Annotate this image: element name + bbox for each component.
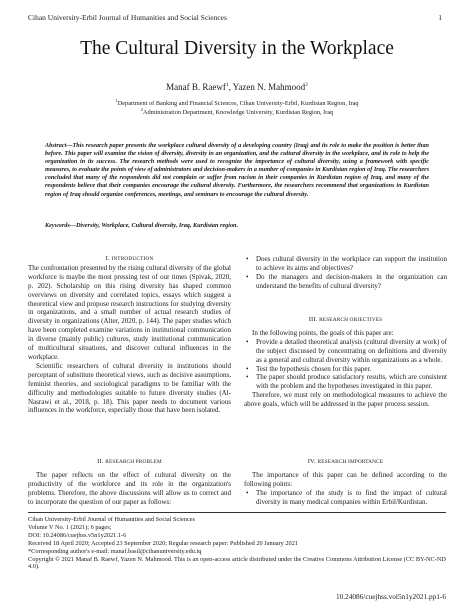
section-heading-research-importance xyxy=(244,458,447,467)
footer-copyright: Copyright © 2021 Manaf B. Raewf, Yazen N. Mahmood. This is an open-access article distributed under the Creative Commons Attribution License (CC BY-NC-ND 4.0). xyxy=(28,555,446,571)
left-column xyxy=(28,255,231,415)
section-number: I. xyxy=(105,255,110,262)
affiliation-1-mark: 1 xyxy=(115,98,118,103)
right-column-questions xyxy=(244,255,447,291)
footer-dates: Received 18 April 2020; Accepted 23 September 2020; Regular research paper: Published 20 January 2021 xyxy=(28,539,298,547)
section-title: INTRODUCTION xyxy=(111,256,154,262)
footer-corresponding-author: *Corresponding author's e-mail: manaf.basil@cihanuniversity.edu.iq xyxy=(28,547,202,555)
author-separator: , xyxy=(228,82,233,92)
list-item: • Does cultural diversity in the workplace can support the institution to achieve its aims and objectives? xyxy=(244,255,447,273)
intro-paragraph-1: The confrontation presented by the rising cultural diversity of the global workforce is maybe the most pressing test of our times (Spivak, 2020, p. 202). Scholarship on this rising diversity has shaped common overviews on diversity and correlated topics, essays which suggest a theoretical view and propose research instructions for studying diversity in organizations, and a small number of actual research studies of diversity in organizations (Alter, 2020, p. 144). The paper studies which have been completed examine variations in institutional communication in diverse (mainly public) cultures, study institutional communication of multicultural situations, and discover cultural influences in the workplace. xyxy=(28,263,231,361)
author-1: Manaf B. Raewf xyxy=(166,82,226,92)
right-column-objectives xyxy=(244,316,447,409)
abstract-dash: — xyxy=(66,142,73,149)
problem-paragraph: The paper reflects on the effect of cultural diversity on the productivity of the workforce and its role in the organization's problems. Therefore, the above discussions will allow us to correct and to incorporate the question of our paper as follows: xyxy=(28,470,231,506)
objectives-paragraph-2: Therefore, we must rely on methodological measures to achieve the above goals, which will be addressed in the paper process session. xyxy=(244,391,447,409)
footer-rule xyxy=(28,512,446,513)
right-column-importance xyxy=(244,458,447,507)
footer-block xyxy=(28,516,446,571)
author-2-affil-mark: 2 xyxy=(305,82,308,88)
section-number: III. xyxy=(308,316,318,323)
list-item: • Provide a detailed theoretical analysis (cultural diversity at work) of the subject discussed by concentrating on definitions and diversity as a general and cultural diversity within organizations as a whole. xyxy=(244,338,447,365)
paper-title: The Cultural Diversity in the Workplace xyxy=(80,38,394,59)
abstract-label: Abstract xyxy=(45,142,67,149)
list-item: • The paper should produce satisfactory results, which are consistent with the problem and the hypotheses investigated in this paper. xyxy=(244,373,447,391)
objectives-intro: In the following points, the goals of this paper are: xyxy=(252,328,394,337)
section-heading-research-problem xyxy=(28,458,231,467)
intro-paragraph-2: Scientific researchers of cultural diversity in institutions should perceptant of substitute theoretical views, such as decisive assumptions, feminist theories, and sociological paradigms to be familiar with the difficulty and methodologies suitable to future diversity studies (Al-Nasrawi et al., 2018, p. 18). This paper needs to document various influences in the workforce, especially those that have been isolated. xyxy=(28,361,231,415)
page-number: 1 xyxy=(438,13,442,22)
research-questions-list xyxy=(244,255,447,291)
keywords-dash: — xyxy=(69,222,76,229)
section-heading-introduction xyxy=(28,255,231,264)
footer-journal: Cihan University-Erbil Journal of Humanities and Social Sciences xyxy=(28,516,196,523)
abstract xyxy=(45,142,429,199)
objectives-list xyxy=(244,338,447,391)
list-item: • Test the hypothesis chosen for this paper. xyxy=(244,365,447,374)
affiliation-1-text: Department of Banking and Financial Sciences, Cihan University-Erbil, Kurdistan Region, Iraq xyxy=(117,100,359,108)
affiliation-1 xyxy=(0,98,474,107)
running-header: Cihan University-Erbil Journal of Humanities and Social Sciences xyxy=(28,13,227,22)
abstract-text: This research paper presents the workplace cultural diversity of a developing country (Iraq) and its role to make the position is better than before. This paper will examine the vision of diversity, diversity in an organization, and the cultural diversity in the workplace, and its role to help the organization in its success. The research methods were used to recognize the importance of cultural diversity, using a framework with specific measures, to evaluate the points of view of administrators and decision-makers in a number of companies in Kurdistan region of Iraq. The researchers concluded that many of the respondents did not complain or suffer from racism in their companies in Kurdistan region of Iraq, and many of the respondents believe that their companies encourage the cultural diversity. Furthermore, the researchers recommend that organizations in Kurdistan region of Iraq should organize conferences, meetings, and seminars to encourage the cultural diversity. xyxy=(45,142,429,198)
left-column-problem xyxy=(28,458,231,507)
author-line xyxy=(0,82,474,92)
affiliation-2-mark: 2 xyxy=(140,107,143,112)
section-title: RESEARCH PROBLEM xyxy=(105,459,162,465)
affiliation-2 xyxy=(0,107,474,116)
section-number: II. xyxy=(97,458,104,465)
keywords-label: Keywords xyxy=(45,222,70,229)
author-1-affil-mark: 1 xyxy=(225,82,229,88)
doi-bottom: 10.24086/cuejhss.vol5n1y2021.pp1-6 xyxy=(335,592,446,601)
importance-intro: The importance of this paper can be defined according to the following points: xyxy=(244,470,447,488)
author-2: Yazen N. Mahmood xyxy=(232,82,306,92)
section-heading-research-objectives xyxy=(244,316,447,325)
list-item: • Do the managers and decision-makers in the organization can understand the benefits of cultural diversity? xyxy=(244,273,447,291)
list-item: • The importance of the study is to find the impact of cultural diversity in many medical companies within Erbil/Kurdistan. xyxy=(244,489,447,507)
section-title: RESEARCH IMPORTANCE xyxy=(317,459,384,465)
footer-volume: Volume V No. 1 (2021); 6 pages; xyxy=(28,523,112,531)
importance-list xyxy=(244,489,447,507)
keywords xyxy=(45,222,429,229)
section-number: IV. xyxy=(307,458,316,465)
footer-doi: DOI: 10.24086/cuejhss.v5n1y2021.1-6 xyxy=(28,531,127,539)
section-title: RESEARCH OBJECTIVES xyxy=(319,317,383,323)
keywords-text: Diversity, Workplace, Cultural diversity, Iraq, Kurdistan region. xyxy=(75,222,239,229)
affiliation-2-text: Administration Department, Knowledge University, Kurdistan Region, Iraq xyxy=(142,109,334,117)
